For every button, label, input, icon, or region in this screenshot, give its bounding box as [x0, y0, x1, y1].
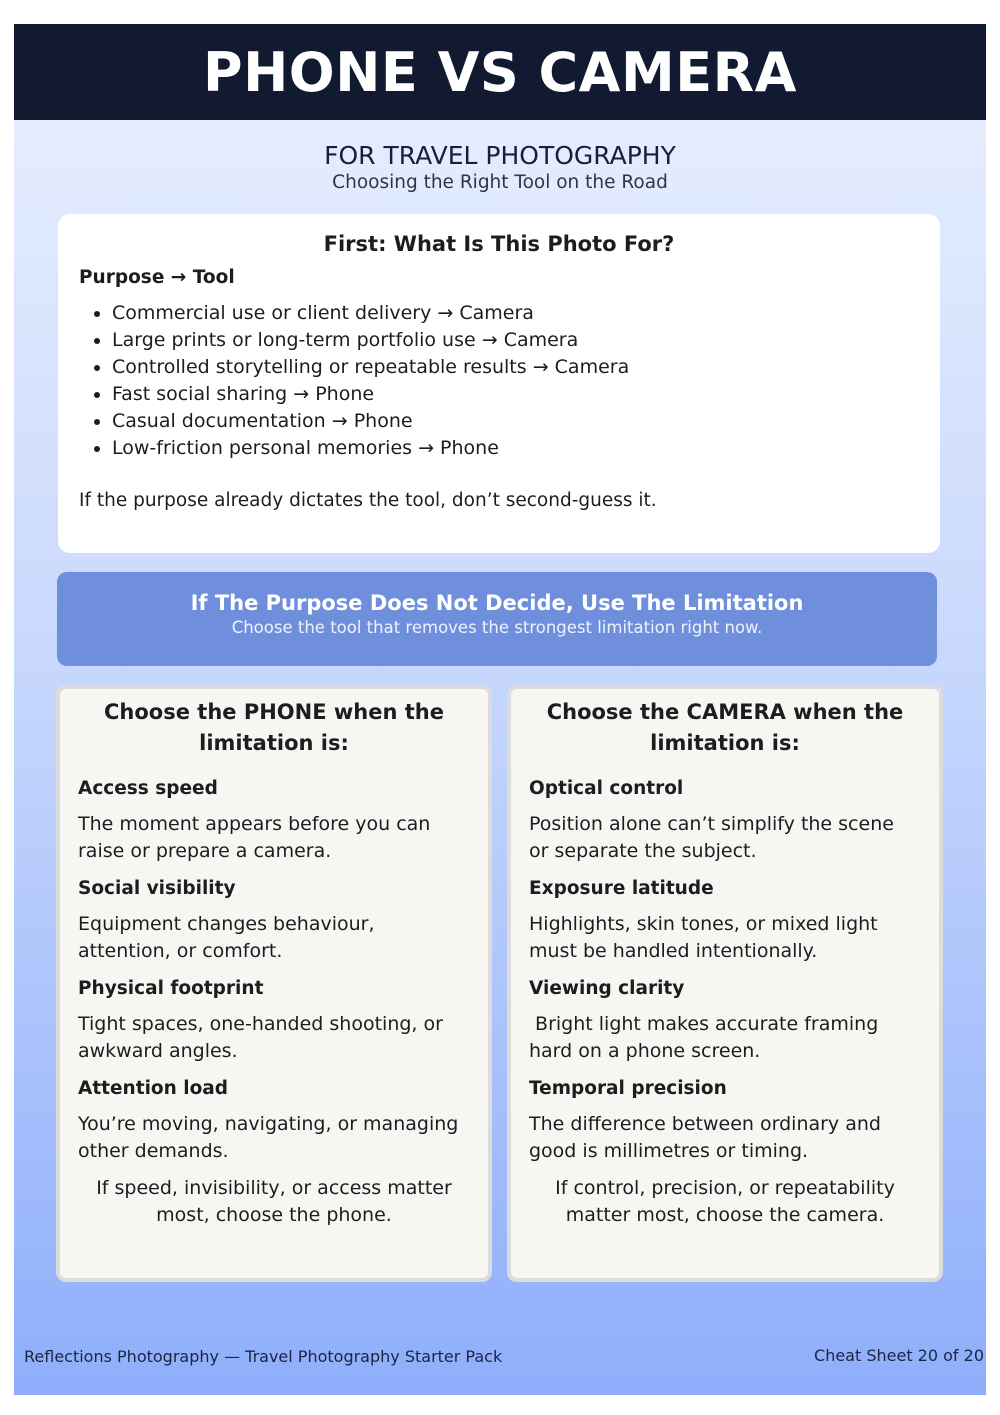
limitation-label: Exposure latitude: [529, 878, 714, 899]
subheader: [14, 140, 986, 194]
limitation-label: Physical footprint: [78, 978, 264, 999]
phone-column-note: If speed, invisibility, or access matter most, choose the phone.: [96, 1177, 452, 1226]
limitation-item: [78, 1077, 470, 1165]
subheader-tagline: Choosing the Right Tool on the Road: [332, 172, 668, 193]
limitation-item: [78, 777, 470, 865]
limitation-item: [529, 1077, 921, 1165]
banner-title: If The Purpose Does Not Decide, Use The Limitation: [190, 591, 804, 615]
purpose-card: [58, 214, 940, 553]
limitation-desc: Bright light makes accurate framing hard on a phone screen.: [529, 1013, 879, 1062]
footer-credit: Reflections Photography — Travel Photography Starter Pack: [24, 1347, 503, 1366]
title-bar: [14, 24, 986, 120]
camera-title-line2: limitation is:: [650, 731, 800, 755]
limitation-desc: Highlights, skin tones, or mixed light must be handled intentionally.: [529, 913, 878, 962]
limitation-item: [78, 877, 470, 965]
phone-title-line1: Choose the PHONE when the: [104, 700, 444, 724]
page: [14, 24, 986, 1395]
limitation-label: Social visibility: [78, 878, 236, 899]
banner-subtitle: Choose the tool that removes the strongest limitation right now.: [231, 618, 763, 637]
subheader-title: FOR TRAVEL PHOTOGRAPHY: [324, 141, 676, 170]
footer-page-count: Cheat Sheet 20 of 20: [814, 1346, 984, 1365]
limitation-banner: [57, 572, 937, 666]
camera-column: [507, 685, 943, 1282]
purpose-list: [79, 300, 919, 462]
limitation-desc: Tight spaces, one-handed shooting, or awkward angles.: [78, 1013, 443, 1062]
list-item: • Fast social sharing → Phone: [112, 381, 919, 408]
limitation-label: Access speed: [78, 778, 218, 799]
limitation-item: [529, 777, 921, 865]
phone-column-title: [78, 697, 470, 759]
page-title: PHONE VS CAMERA: [203, 40, 797, 104]
list-item: • Large prints or long-term portfolio use → Camera: [112, 327, 919, 354]
camera-column-note: If control, precision, or repeatability matter most, choose the camera.: [555, 1177, 895, 1226]
phone-title-line2: limitation is:: [199, 731, 349, 755]
limitation-label: Viewing clarity: [529, 978, 685, 999]
limitation-label: Attention load: [78, 1078, 229, 1099]
limitation-desc: You’re moving, navigating, or managing other demands.: [78, 1113, 459, 1162]
purpose-card-title: First: What Is This Photo For?: [323, 232, 675, 256]
limitation-desc: The difference between ordinary and good is millimetres or timing.: [529, 1113, 881, 1162]
list-item: • Low-friction personal memories → Phone: [112, 435, 919, 462]
list-item: • Commercial use or client delivery → Camera: [112, 300, 919, 327]
purpose-note: If the purpose already dictates the tool, don’t second-guess it.: [79, 490, 657, 511]
limitation-label: Temporal precision: [529, 1078, 727, 1099]
limitation-item: [78, 977, 470, 1065]
limitation-desc: Equipment changes behaviour, attention, or comfort.: [78, 913, 375, 962]
list-item: • Controlled storytelling or repeatable results → Camera: [112, 354, 919, 381]
limitation-item: [529, 877, 921, 965]
list-item: • Casual documentation → Phone: [112, 408, 919, 435]
camera-column-title: [529, 697, 921, 759]
phone-column: [56, 685, 492, 1282]
limitation-item: [529, 977, 921, 1065]
limitation-desc: Position alone can’t simplify the scene or separate the subject.: [529, 813, 894, 862]
limitation-desc: The moment appears before you can raise or prepare a camera.: [78, 813, 431, 862]
limitation-label: Optical control: [529, 778, 684, 799]
purpose-tool-label: Purpose → Tool: [79, 267, 235, 288]
camera-title-line1: Choose the CAMERA when the: [546, 700, 904, 724]
